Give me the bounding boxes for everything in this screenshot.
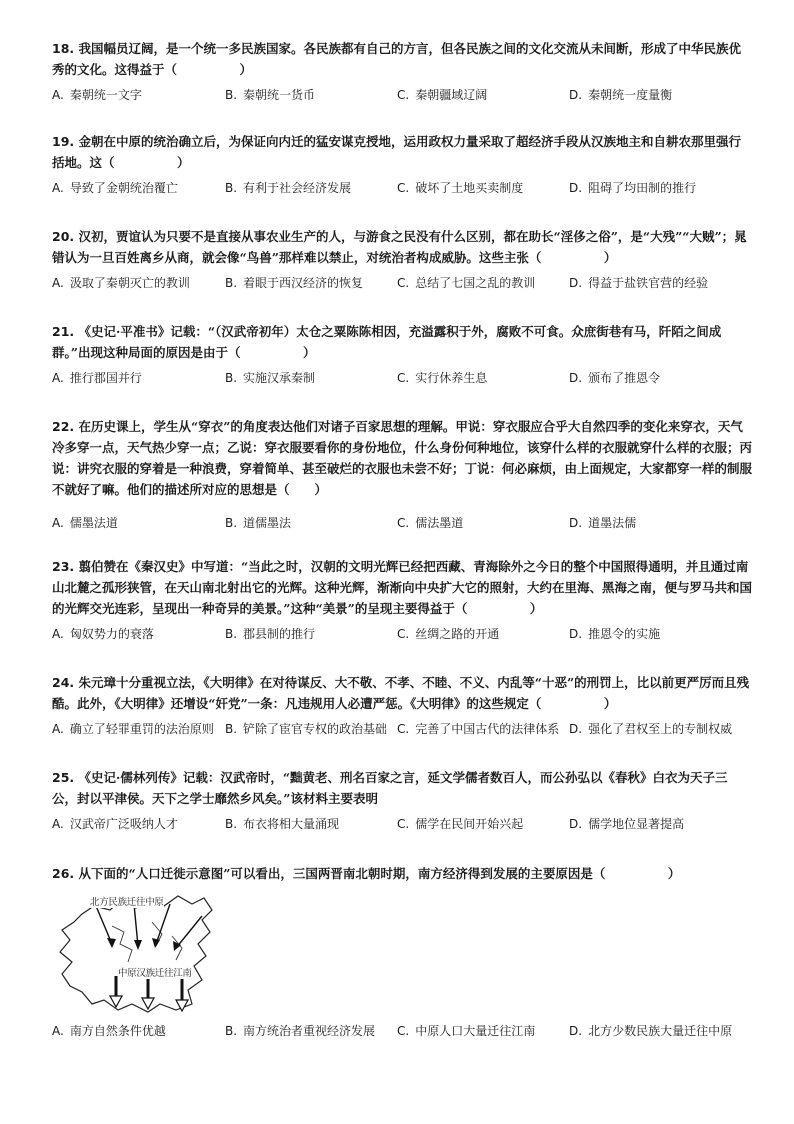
option-b[interactable]: B. 郡县制的推行: [225, 627, 316, 641]
question-number: 22.: [52, 419, 75, 434]
region-outline: [60, 896, 212, 1012]
question-number: 23.: [52, 559, 75, 574]
question-19: [52, 131, 752, 199]
question-26-options: [52, 1016, 752, 1042]
question-number: 26.: [52, 866, 75, 881]
option-b[interactable]: B. 实施汉承秦制: [225, 371, 316, 385]
options-row: [52, 815, 752, 835]
option-a[interactable]: A. 匈奴势力的衰落: [52, 627, 154, 641]
option-a[interactable]: A. 儒墨法道: [52, 516, 118, 530]
option-d[interactable]: D. 儒学地位显著提高: [569, 817, 685, 831]
option-d[interactable]: D. 得益于盐铁官营的经验: [569, 276, 709, 290]
option-a[interactable]: A. 南方自然条件优越: [52, 1024, 166, 1038]
option-a[interactable]: A. 秦朝统一文字: [52, 88, 142, 102]
option-b[interactable]: B. 秦朝统一货币: [225, 88, 316, 102]
question-number: 25.: [52, 770, 75, 785]
question-stem: 在历史课上，学生从“穿衣”的角度表达他们对诸子百家思想的理解。甲说：穿衣服应合乎大自然四季的变化来穿衣，天气冷多穿一点，天气热少穿一点；乙说：穿衣服要看你的身份地位，什么身份何种地位，该穿什么样的衣服就穿什么样的衣服；丙说：讲究衣服的穿着是一种浪费，穿着简单、甚至破烂的衣服也未尝不好；丁说：何必麻烦，由上面规定，大家都穿一样的制服不就好了嘛。他们的描述所对应的思想是（ ）: [52, 419, 753, 497]
options-row: [52, 514, 752, 534]
options-row: [52, 86, 752, 106]
question-stem: 汉初，贾谊认为只要不是直接从事农业生产的人，与游食之民没有什么区别，都在助长“淫侈之俗”，是“大残”“大贼”；晁错认为一旦百姓离乡从商，就会像“鸟兽”那样难以禁止，对统治者构成威胁。这些主张（ ）: [52, 229, 747, 265]
question-18: [52, 38, 752, 106]
option-c[interactable]: C. 完善了中国古代的法律体系: [397, 722, 560, 736]
map-label-south: 中原汉族迁往江南: [118, 965, 192, 979]
question-26: [52, 863, 752, 884]
question-25: [52, 767, 752, 835]
question-20: [52, 226, 752, 294]
question-stem: 翦伯赞在《秦汉史》中写道：“当此之时，汉朝的文明光辉已经把西藏、青海除外之今日的整个中国照得通明，并且通过南山北麓之孤形狭管，在天山南北射出它的光辉。这种光辉，渐渐向中央扩大它的照射，大约在里海、黑海之南，便与罗马共和国的光辉交光连彩，呈现出一种奇异的美景。”这种“美景”的呈现主要得益于（ ）: [52, 559, 753, 616]
question-22: [52, 416, 752, 534]
option-d[interactable]: D. 道墨法儒: [569, 516, 637, 530]
options-row: [52, 274, 752, 294]
option-c[interactable]: C. 儒学在民间开始兴起: [397, 817, 524, 831]
option-c[interactable]: C. 中原人口大量迁往江南: [397, 1024, 536, 1038]
option-a[interactable]: A. 汲取了秦朝灭亡的教训: [52, 276, 190, 290]
option-b[interactable]: B. 道儒墨法: [225, 516, 292, 530]
option-d[interactable]: D. 颁布了推恩令: [569, 371, 661, 385]
question-stem: 《史记·儒林列传》记载：汉武帝时，“黜黄老、刑名百家之言，延文学儒者数百人，而公孙弘以《春秋》白衣为天子三公，封以平津侯。天下之学士靡然乡风矣。”该材料主要表明: [52, 770, 728, 806]
option-c[interactable]: C. 秦朝疆域辽阔: [397, 88, 488, 102]
options-row: [52, 369, 752, 389]
option-b[interactable]: B. 有利于社会经济发展: [225, 181, 352, 195]
option-d[interactable]: D. 秦朝统一度量衡: [569, 88, 673, 102]
option-b[interactable]: B. 布衣将相大量涌现: [225, 817, 340, 831]
question-stem: 金朝在中原的统治确立后，为保证向内迁的猛安谋克授地，运用政权力量采取了超经济手段从汉族地主和自耕农那里强行括地。这（ ）: [52, 134, 742, 170]
option-a[interactable]: A. 推行郡国并行: [52, 371, 142, 385]
question-number: 19.: [52, 134, 75, 149]
option-b[interactable]: B. 铲除了宦官专权的政治基础: [225, 722, 388, 736]
question-stem: 我国幅员辽阔，是一个统一多民族国家。各民族都有自己的方言，但各民族之间的文化交流从未间断，形成了中华民族优秀的文化。这得益于（ ）: [52, 41, 742, 77]
option-b[interactable]: B. 着眼于西汉经济的恢复: [225, 276, 364, 290]
question-number: 20.: [52, 229, 75, 244]
options-row: [52, 179, 752, 199]
population-migration-map: [52, 886, 222, 1016]
question-number: 24.: [52, 675, 75, 690]
options-row: [52, 720, 752, 740]
option-d[interactable]: D. 北方少数民族大量迁往中原: [569, 1024, 733, 1038]
question-21: [52, 321, 752, 389]
option-a[interactable]: A. 汉武帝广泛吸纳人才: [52, 817, 178, 831]
option-c[interactable]: C. 丝绸之路的开通: [397, 627, 500, 641]
map-label-north: 北方民族迁往中原: [90, 894, 164, 908]
question-stem: 朱元璋十分重视立法，《大明律》在对待谋反、大不敬、不孝、不睦、不义、内乱等“十恶”的刑罚上，比以前更严厉而且残酷。此外，《大明律》还增设“奸党”一条：凡违规用人必遭严惩。《大明律》的这些规定（ ）: [52, 675, 750, 711]
question-stem: 《史记·平准书》记载：“（汉武帝初年）太仓之粟陈陈相因，充溢露积于外，腐败不可食。众庶街巷有马，阡陌之间成群。”出现这种局面的原因是由于（ ）: [52, 324, 722, 360]
question-number: 18.: [52, 41, 75, 56]
question-number: 21.: [52, 324, 75, 339]
option-c[interactable]: C. 破坏了土地买卖制度: [397, 181, 524, 195]
option-d[interactable]: D. 强化了君权至上的专制权威: [569, 722, 733, 736]
option-c[interactable]: C. 实行休养生息: [397, 371, 488, 385]
option-d[interactable]: D. 推恩令的实施: [569, 627, 661, 641]
option-d[interactable]: D. 阻碍了均田制的推行: [569, 181, 697, 195]
option-c[interactable]: C. 儒法墨道: [397, 516, 464, 530]
question-23: [52, 556, 752, 645]
option-c[interactable]: C. 总结了七国之乱的教训: [397, 276, 536, 290]
north-arrowheads: [107, 938, 181, 951]
option-b[interactable]: B. 南方统治者重视经济发展: [225, 1024, 376, 1038]
question-24: [52, 672, 752, 740]
option-a[interactable]: A. 导致了金朝统治覆亡: [52, 181, 178, 195]
options-row: [52, 1022, 752, 1042]
options-row: [52, 625, 752, 645]
option-a[interactable]: A. 确立了轻罪重罚的法治原则: [52, 722, 214, 736]
question-stem: 从下面的“人口迁徙示意图”可以看出，三国两晋南北朝时期，南方经济得到发展的主要原因是（ ）: [78, 866, 681, 881]
river-lines: [112, 922, 182, 962]
